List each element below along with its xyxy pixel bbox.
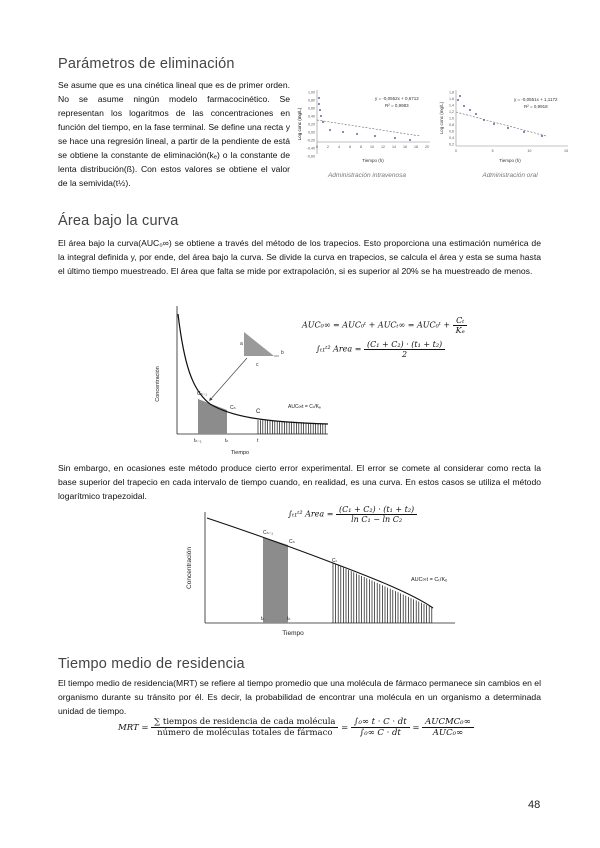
x-tick-label: 20 (425, 145, 429, 149)
x-axis-label: Tiempo (282, 630, 304, 637)
y-tick-label: -0,20 (306, 138, 315, 143)
auc-eq-lhs: AUC₀∞ = AUC₀ᵗ + AUCₜ∞ = AUC₀ᵗ + (302, 320, 451, 330)
x-tick-label: 14 (392, 145, 396, 149)
oral-log-plot (438, 84, 573, 184)
data-point (507, 127, 509, 129)
y-axis-label: Log conc (mg/L) (297, 107, 302, 141)
y-tick-label: 1,4 (449, 103, 454, 108)
plot-caption: Administración intravenosa (327, 172, 407, 179)
triangle-c: c (256, 362, 259, 368)
triangle-b: b (281, 350, 284, 356)
r-squared: R² = 0,9983 (385, 103, 409, 108)
regression-equation: y = -0,0551x + 1,1172 (514, 97, 558, 102)
section-title-mrt: Tiempo medio de residencia (58, 656, 245, 672)
data-point (457, 99, 459, 101)
y-tick-label: 0,6 (449, 129, 454, 134)
label-t-prev: tₙ₋₁ (194, 438, 202, 444)
auc-tail-label: AUC∞t = Cₜ/Kₑ (411, 577, 448, 583)
data-point (318, 97, 320, 99)
regression-line (317, 120, 420, 136)
y-tick-label: 0,20 (308, 122, 315, 127)
trapezoid-area (263, 537, 291, 623)
y-tick-label: 0,80 (308, 98, 315, 103)
data-point (475, 113, 477, 115)
x-tick-label: 16 (403, 145, 407, 149)
x-tick-label: 2 (327, 145, 329, 149)
y-axis-label: Concentración (186, 547, 193, 589)
section-title-elimination: Parámetros de eliminación (58, 56, 235, 72)
data-point (322, 121, 324, 123)
x-tick-label: 8 (360, 145, 362, 149)
y-tick-label: -0,60 (306, 154, 315, 159)
data-point (356, 133, 358, 135)
regression-line (456, 112, 546, 136)
data-point (541, 135, 543, 137)
y-tick-label: 1,00 (308, 90, 315, 95)
label-c-n: Cₙ (289, 539, 295, 545)
data-point (329, 129, 331, 131)
iv-log-plot (295, 84, 435, 184)
auc-eq-num: Cₜ (453, 316, 467, 326)
label-t-prev: tₙ (261, 616, 265, 622)
y-tick-label: 1,6 (449, 97, 454, 101)
data-point (469, 109, 471, 111)
extrapolated-area (333, 563, 432, 623)
mrt-paragraph: El tiempo medio de residencia(MRT) se refiere al tiempo promedio que una molécula de fármaco permanece sin cambios en el organismo durante su tránsito por él. Es decir, la probabilidad de encontrar una molécula en un organismo a determinada unidad de tiempo. (58, 678, 541, 716)
auc-tail-label: AUC∞t = Cₜ/Kₑ (288, 404, 321, 410)
x-tick-label: 15 (564, 149, 568, 153)
x-tick-label: 5 (491, 149, 494, 153)
y-tick-label: 1,8 (449, 90, 454, 95)
mrt-equation: MRT = $\frac{\text{∑ tiempos de residencia de cada molécula}}{\text{número de moléculas totales de fármaco}}$ = $\frac{\text{∫₀∞ t · C · dt}}{\text{∫₀∞ C · dt}}$ = $\frac{\text{AUCMC₀∞}}{\text{AUC₀∞}}$ (118, 717, 474, 738)
r-squared: R² = 0,9918 (524, 104, 548, 109)
x-tick-label: 6 (349, 145, 351, 149)
label-c: Cₜ (332, 558, 338, 564)
trap-eq-den: 2 (402, 350, 408, 359)
x-axis-label: Tiempo (230, 450, 250, 456)
data-point (318, 103, 320, 105)
data-point (394, 137, 396, 139)
page-number: 48 (528, 799, 541, 811)
label-c: C (256, 409, 261, 415)
regression-equation: y = -0,0552x + 0,6712 (375, 96, 419, 101)
y-axis-label: Log conc (mg/L) (439, 101, 444, 135)
data-point (409, 139, 411, 141)
mrt-lhs: MRT = (118, 723, 149, 733)
data-point (342, 131, 344, 133)
y-tick-label: 0,60 (308, 106, 315, 111)
trap-eq-num: (C₁ + C₂) · (t₁ + t₂) (364, 340, 445, 350)
y-tick-label: 1,0 (449, 116, 454, 121)
mrt-num2: ∫₀∞ t · C · dt (351, 717, 410, 728)
triangle-a: a (240, 341, 243, 347)
concentration-curve (207, 518, 433, 608)
mrt-den2: ∫₀∞ C · dt (359, 728, 401, 738)
x-tick-label: 0 (455, 149, 457, 153)
label-c-prev: Cₙ₋₁ (197, 391, 207, 397)
section-title-auc: Área bajo la curva (58, 213, 179, 229)
auc-paragraph-1: El área bajo la curva(AUC₀∞) se obtiene a través del método de los trapecios. Esto proporciona una estimación numérica de la integral definida y, por ende, del área bajo la curva. Se divide la curva en trapecios, se calcula el área y esta se suma hasta el último tiempo muestreado. El área que falta se mide por extrapolación, si es superior al 20% se ha muestreado de menos. (58, 238, 541, 276)
data-point (320, 115, 322, 117)
y-tick-label: 0,4 (449, 136, 454, 140)
y-tick-label: 0,40 (308, 114, 315, 119)
log-trapezoid-figure (183, 508, 458, 643)
data-point (493, 123, 495, 125)
data-point (459, 95, 461, 97)
label-t-n: tₙ (287, 616, 291, 622)
x-tick-label: 10 (370, 145, 374, 149)
data-point (374, 135, 376, 137)
data-point (319, 109, 321, 111)
logtrap-eq-den: ln C₁ − ln C₂ (351, 515, 403, 524)
trapezoid-area (198, 399, 227, 434)
x-axis-label: Tiempo (h) (499, 158, 521, 163)
label-t: t (257, 438, 259, 444)
x-tick-label: 10 (527, 149, 532, 153)
x-axis-label: Tiempo (h) (362, 158, 384, 163)
x-tick-label: 18 (414, 145, 418, 149)
mrt-den1: número de moléculas totales de fármaco (157, 728, 333, 738)
x-tick-label: 0 (316, 145, 318, 149)
logtrap-eq-lhs: ∫ₜ₁ᵗ² Area = (288, 509, 334, 519)
x-tick-label: 4 (338, 145, 340, 149)
mrt-num1: ∑ tiempos de residencia de cada molécula (151, 717, 338, 728)
plot-caption: Administración oral (482, 172, 538, 179)
zoom-arrow (210, 358, 247, 400)
label-c-prev: Cₙ₋₁ (263, 530, 273, 536)
y-tick-label: 0,2 (449, 142, 454, 147)
mrt-num3: AUCMC₀∞ (422, 717, 474, 728)
auc-eq-den: Kₑ (455, 326, 465, 335)
y-tick-label: -0,40 (306, 146, 315, 151)
auc-total-equation (302, 316, 468, 335)
label-t-n: tₙ (225, 438, 229, 444)
trapezoid-area-equation (316, 340, 445, 359)
data-point (463, 105, 465, 107)
label-c-n: Cₙ (230, 405, 236, 411)
y-tick-label: 1,2 (449, 110, 454, 114)
y-axis-label: Concentración (155, 366, 161, 402)
data-point (523, 131, 525, 133)
elimination-paragraph: Se asume que es una cinética lineal que es de primer orden. No se asume ningún modelo farmacocinético. Se representan los logaritmos de las concentraciones en función del tiempo, en la fase terminal. Se define una recta y se hace una regresión lineal, a partir de la pendiente de está se obtiene la constante de eliminación(kₑ) o la constante de lenta distribución(ß). Con estos valores se obtiene el valor de la semivida(t½). (58, 80, 290, 188)
y-tick-label: 0,8 (449, 123, 454, 127)
auc-paragraph-2: Sin embargo, en ocasiones este método produce cierto error experimental. El error se comete al considerar como recta la base superior del trapecio en cada intervalo de tiempo cuando, en realidad, es una curva. En estos casos se utiliza el método logarítmico trapezoidal. (58, 463, 541, 501)
x-tick-label: 12 (381, 145, 385, 149)
logtrap-eq-num: (C₁ + C₂) · (t₁ + t₂) (336, 505, 417, 515)
y-tick-label: 0,00 (308, 130, 315, 135)
triangle-detail (244, 332, 274, 356)
mrt-den3: AUC₀∞ (432, 728, 464, 738)
trap-eq-lhs: ∫ₜ₁ᵗ² Area = (316, 344, 362, 354)
